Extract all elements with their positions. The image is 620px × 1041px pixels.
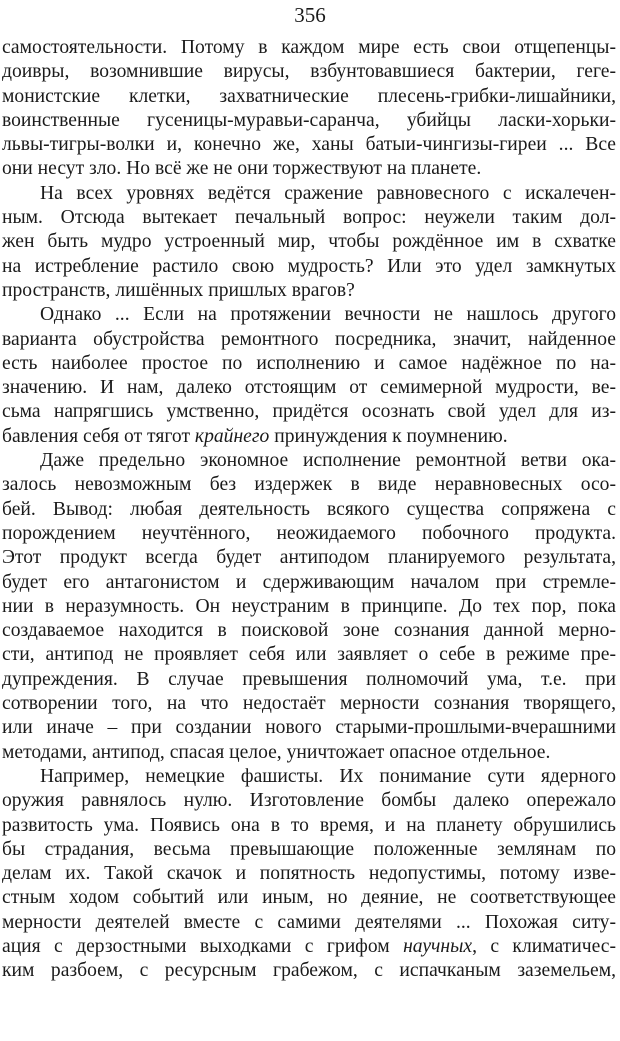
text-line: Однако ... Если на протяжении вечности не нашлось другого	[40, 304, 616, 326]
text-line: будет его антагонистом и сдерживающим началом при стремле-	[2, 571, 616, 593]
text-line: делам их. Такой скачок и попятность недопустимы, потому изве-	[2, 863, 616, 885]
text-line: дупреждения. В случае превышения полномочий ума, т.е. при	[2, 668, 616, 690]
text-line: воинственные гусеницы-муравьи-саранча, убийцы ласки-хорьки-	[2, 109, 616, 131]
text-line: оружия равнялось нулю. Изготовление бомбы далеко опережало	[2, 790, 616, 812]
text-line: развитость ума. Появись она в то время, и на планету обрушились	[2, 814, 616, 836]
text-line: залось невозможным без издержек в виде неравновесных осо-	[2, 474, 616, 496]
text-line: на истребление растило свою мудрость? Или это удел замкнутых	[2, 255, 616, 277]
text-line: сти, антипод не проявляет себя или заявляет о себе в режиме пре-	[2, 644, 616, 666]
text-run: ация с дерзостными выходками с грифом	[2, 935, 404, 957]
page-text	[2, 36, 616, 984]
text-line: доивры, возомнившие вирусы, взбунтовавшиеся бактерии, геге-	[2, 61, 616, 83]
text-line: нии в неразумность. Он неустраним в принципе. До тех пор, пока	[2, 595, 616, 617]
text-line: бы страдания, весьма превышающие положенные землянам по	[2, 838, 616, 860]
text-line: Например, немецкие фашисты. Их понимание сути ядерного	[40, 765, 616, 787]
text-line: самостоятельности. Потому в каждом мире есть свои отщепенцы-	[2, 37, 616, 58]
text-line: варианта обустройства ремонтного посредника, значит, найденное	[2, 328, 616, 350]
text-line: они несут зло. Но всё же не они торжествуют на планете.	[2, 158, 482, 180]
text-line: ким разбоем, с ресурсным грабежом, с испачканым заземельем,	[2, 960, 616, 982]
text-line: стным ходом событий или иным, но деяние, не соответствующее	[2, 887, 616, 909]
text-line: мерности деятелей вместе с самими деятелями ... Похожая ситу-	[2, 911, 616, 933]
text-line: Даже предельно экономное исполнение ремонтной ветви ока-	[40, 450, 616, 472]
text-run: принуждения к поумнению.	[269, 425, 508, 447]
text-line: львы-тигры-волки и, конечно же, ханы батыи-чингизы-гиреи ... Все	[2, 134, 616, 156]
text-line: сотворении того, на что недостаёт мерности сознания творящего,	[2, 693, 616, 715]
text-line: сьма напрягшись умственно, придётся осознать свой удел для из-	[2, 401, 616, 423]
emphasized-word: крайнего	[194, 425, 270, 447]
text-line: ным. Отсюда вытекает печальный вопрос: неужели таким дол-	[2, 207, 616, 229]
text-line	[2, 935, 616, 959]
text-line: бей. Вывод: любая деятельность всякого существа сопряжена с	[2, 498, 616, 520]
text-line: создаваемое находится в поисковой зоне сознания данной мерно-	[2, 620, 616, 642]
text-line: Этот продукт всегда будет антиподом планируемого результата,	[2, 547, 616, 569]
text-line: жен быть мудро устроенный мир, чтобы рождённое им в схватке	[2, 231, 616, 253]
text-line: или иначе – при создании нового старыми-прошлыми-вчерашними	[2, 717, 616, 739]
text-run: бавления себя от тягот	[2, 425, 195, 447]
page-number: 356	[294, 3, 326, 27]
text-line: значению. И нам, далеко отстоящим от семимерной мудрости, ве-	[2, 377, 616, 399]
emphasized-word: научных	[403, 935, 473, 957]
text-run: , с климатичес-	[472, 935, 616, 957]
text-line: пространств, лишённых пришлых врагов?	[2, 279, 355, 301]
text-line: На всех уровнях ведётся сражение равновесного с искалечен-	[40, 182, 616, 204]
text-line: порождением неучтённого, неожидаемого побочного продукта.	[2, 522, 616, 544]
text-line	[2, 425, 616, 449]
text-line: монистские клетки, захватнические плесень-грибки-лишайники,	[2, 85, 616, 107]
text-line: методами, антипод, спасая целое, уничтожает опасное отдельное.	[2, 741, 551, 763]
text-line: есть наиболее простое по исполнению и самое надёжное по на-	[2, 352, 616, 374]
